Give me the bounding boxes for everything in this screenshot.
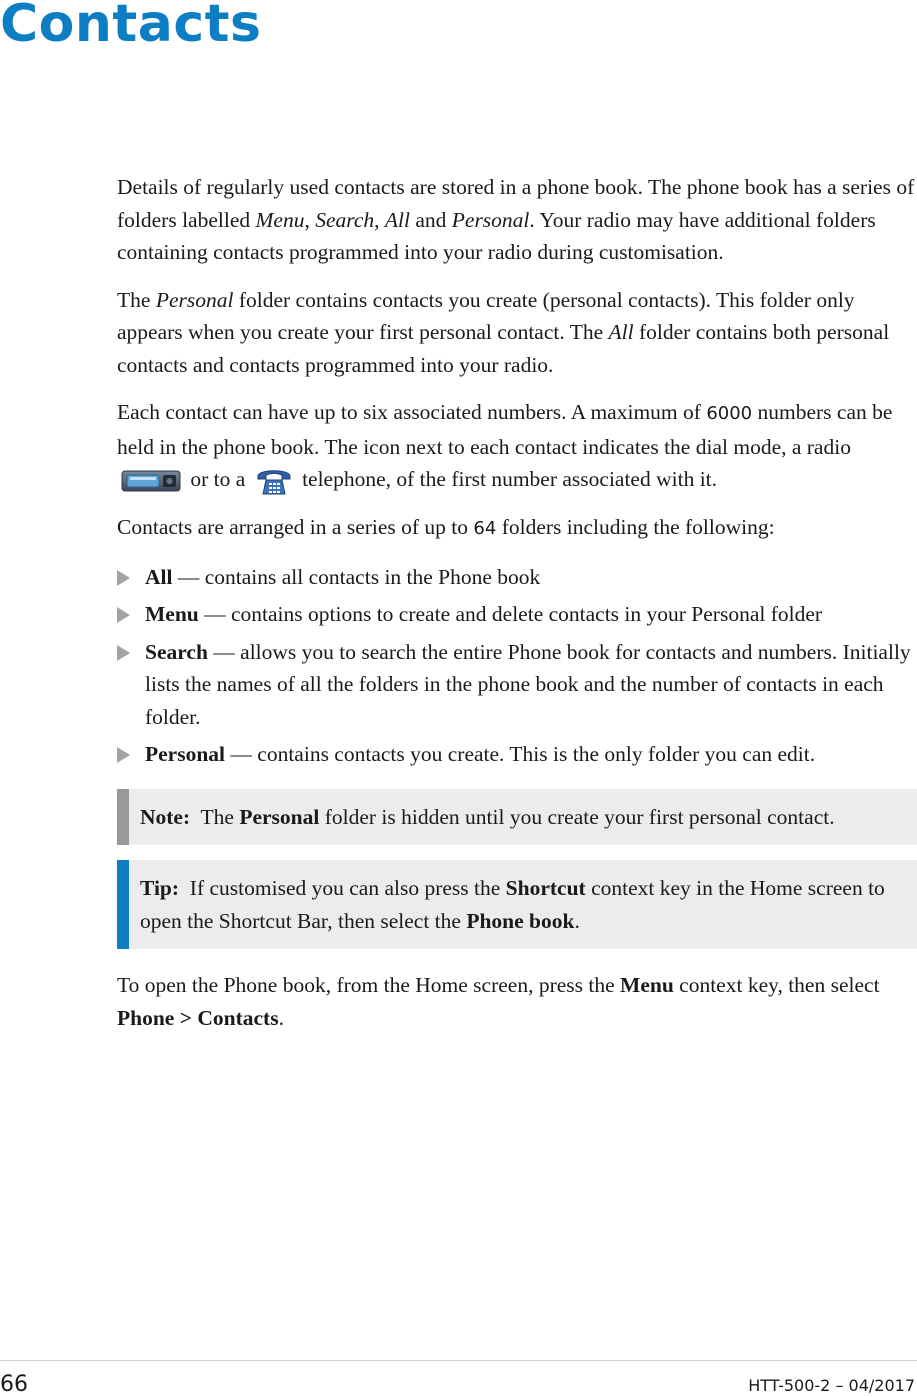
tip-bold-term: Phone book <box>466 908 575 933</box>
text: folder contains both personal contacts and contacts programmed into your radio. <box>117 320 890 377</box>
text: . Your radio may have additional folders containing contacts programmed into your radio during customisation. <box>117 207 876 264</box>
text: context key, then select <box>673 973 880 998</box>
text: context key in the Home screen to open the Shortcut Bar, then select the <box>140 876 885 933</box>
folder-label: Personal <box>145 742 226 767</box>
note-callout <box>117 789 917 846</box>
folder-description: — contains options to create and delete contacts in your Personal folder <box>198 602 823 627</box>
text: The <box>117 287 156 312</box>
folder-name-personal: Personal <box>451 207 530 232</box>
folder-list <box>117 561 917 771</box>
telephone-dial-mode-icon <box>255 466 293 496</box>
folder-name-personal: Personal <box>155 287 234 312</box>
text: , <box>304 207 316 232</box>
folder-name-all: All <box>608 320 634 344</box>
text: or to a <box>185 467 251 491</box>
radio-dial-mode-icon <box>121 469 181 493</box>
text: The <box>190 804 240 829</box>
folder-label: Search <box>145 639 208 664</box>
text: and <box>409 207 452 232</box>
text: Contacts are arranged in a series of up to <box>117 515 474 540</box>
personal-folder-paragraph <box>117 284 917 382</box>
note-bold-term: Personal <box>239 804 320 829</box>
note-label: Note: <box>140 804 191 829</box>
text: Each contact can have up to six associated numbers. A maximum of <box>117 400 707 424</box>
text: folder contains contacts you create (personal contacts). This folder only appears when you create your first personal contact. The <box>117 287 855 344</box>
open-phonebook-paragraph <box>117 969 917 1034</box>
text: To open the Phone book, from the Home screen, press the <box>117 973 621 998</box>
text: folder is hidden until you create your first personal contact. <box>319 804 835 829</box>
max-numbers: 6000 <box>706 403 753 424</box>
list-item <box>117 738 917 771</box>
dial-mode-paragraph <box>117 396 917 496</box>
tip-label: Tip: <box>140 876 180 901</box>
page-title: Contacts <box>0 0 262 54</box>
bullet-triangle-icon <box>117 645 130 661</box>
folder-count: 64 <box>473 518 497 540</box>
folder-description: — contains all contacts in the Phone book <box>172 564 541 589</box>
bullet-triangle-icon <box>117 570 130 586</box>
folder-label: Menu <box>145 602 199 627</box>
folder-name-all: All <box>384 207 410 232</box>
document-reference: HTT-500-2 – 04/2017 <box>748 1376 915 1395</box>
menu-path: Phone > Contacts <box>117 1005 279 1030</box>
list-item <box>117 561 917 594</box>
tip-callout <box>117 860 917 949</box>
text: , <box>374 207 385 232</box>
folder-description: — allows you to search the entire Phone book for contacts and numbers. Initially lists the names of all the folders in the phone book and the number of contacts in each folder. <box>145 639 911 729</box>
text: . <box>278 1005 284 1030</box>
list-item <box>117 598 917 631</box>
page-number: 66 <box>0 1372 28 1397</box>
bullet-triangle-icon <box>117 747 130 763</box>
text: folders including the following: <box>496 515 775 540</box>
folder-description: — contains contacts you create. This is the only folder you can edit. <box>225 742 816 767</box>
text: telephone, of the first number associated with it. <box>296 467 718 491</box>
bullet-triangle-icon <box>117 607 130 623</box>
intro-paragraph <box>117 171 917 269</box>
folders-intro-paragraph <box>117 511 917 546</box>
list-item <box>117 636 917 734</box>
footer-divider <box>0 1360 917 1361</box>
tip-bold-term: Shortcut <box>505 876 586 901</box>
folder-name-menu: Menu <box>255 207 305 232</box>
folder-name-search: Search <box>315 207 375 232</box>
text: Details of regularly used contacts are stored in a phone book. The phone book has a series of folders labelled <box>117 175 915 232</box>
text: numbers can be held in the phone book. The icon next to each contact indicates the dial mode, a radio <box>117 400 893 459</box>
text: . <box>574 908 580 933</box>
menu-key-label: Menu <box>620 973 674 998</box>
text: If customised you can also press the <box>179 876 506 901</box>
folder-label: All <box>145 564 173 589</box>
main-content <box>117 171 917 1049</box>
